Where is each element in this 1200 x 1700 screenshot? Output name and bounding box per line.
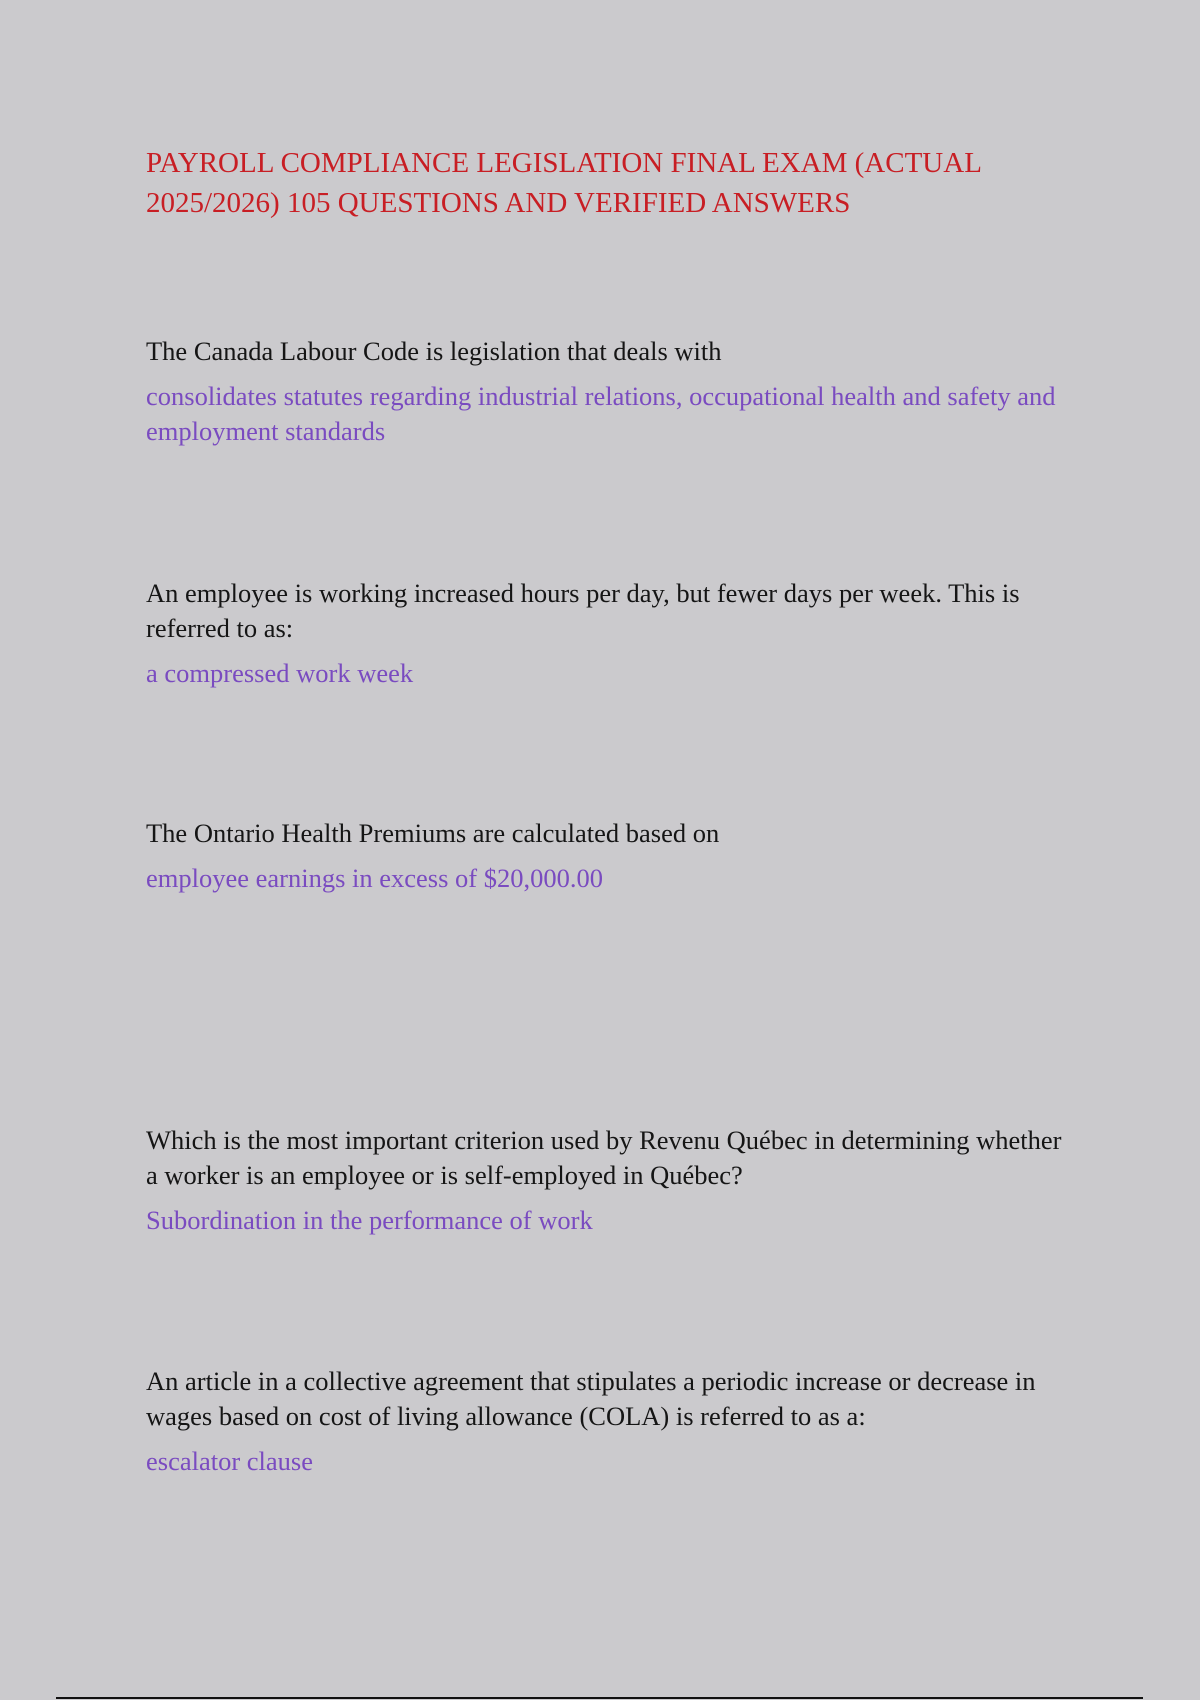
- question-text: An employee is working increased hours per day, but fewer days per week. This is referred to as:: [146, 578, 1020, 643]
- answer-text: a compressed work week: [146, 658, 414, 688]
- question-text: An article in a collective agreement that stipulates a periodic increase or decrease in wages based on cost of living allowance (COLA) is referred to as a:: [146, 1366, 1036, 1431]
- answer-text: Subordination in the performance of work: [146, 1205, 593, 1235]
- qa-item: [146, 1364, 1066, 1479]
- question-text: The Ontario Health Premiums are calculated based on: [146, 818, 720, 848]
- answer-text: escalator clause: [146, 1446, 313, 1476]
- qa-item: [146, 576, 1066, 691]
- answer-text: employee earnings in excess of $20,000.00: [146, 863, 604, 893]
- question-text: The Canada Labour Code is legislation that deals with: [146, 336, 722, 366]
- document-title: PAYROLL COMPLIANCE LEGISLATION FINAL EXAM (ACTUAL 2025/2026) 105 QUESTIONS AND VERIFIED ANSWERS: [146, 147, 981, 219]
- answer-text: consolidates statutes regarding industrial relations, occupational health and safety and employment standards: [146, 381, 1056, 446]
- qa-item: [146, 816, 1066, 896]
- qa-item: [146, 1123, 1066, 1238]
- question-text: Which is the most important criterion used by Revenu Québec in determining whether a worker is an employee or is self-employed in Québec?: [146, 1125, 1062, 1190]
- qa-item: [146, 334, 1066, 449]
- footer-divider: [56, 1697, 1143, 1699]
